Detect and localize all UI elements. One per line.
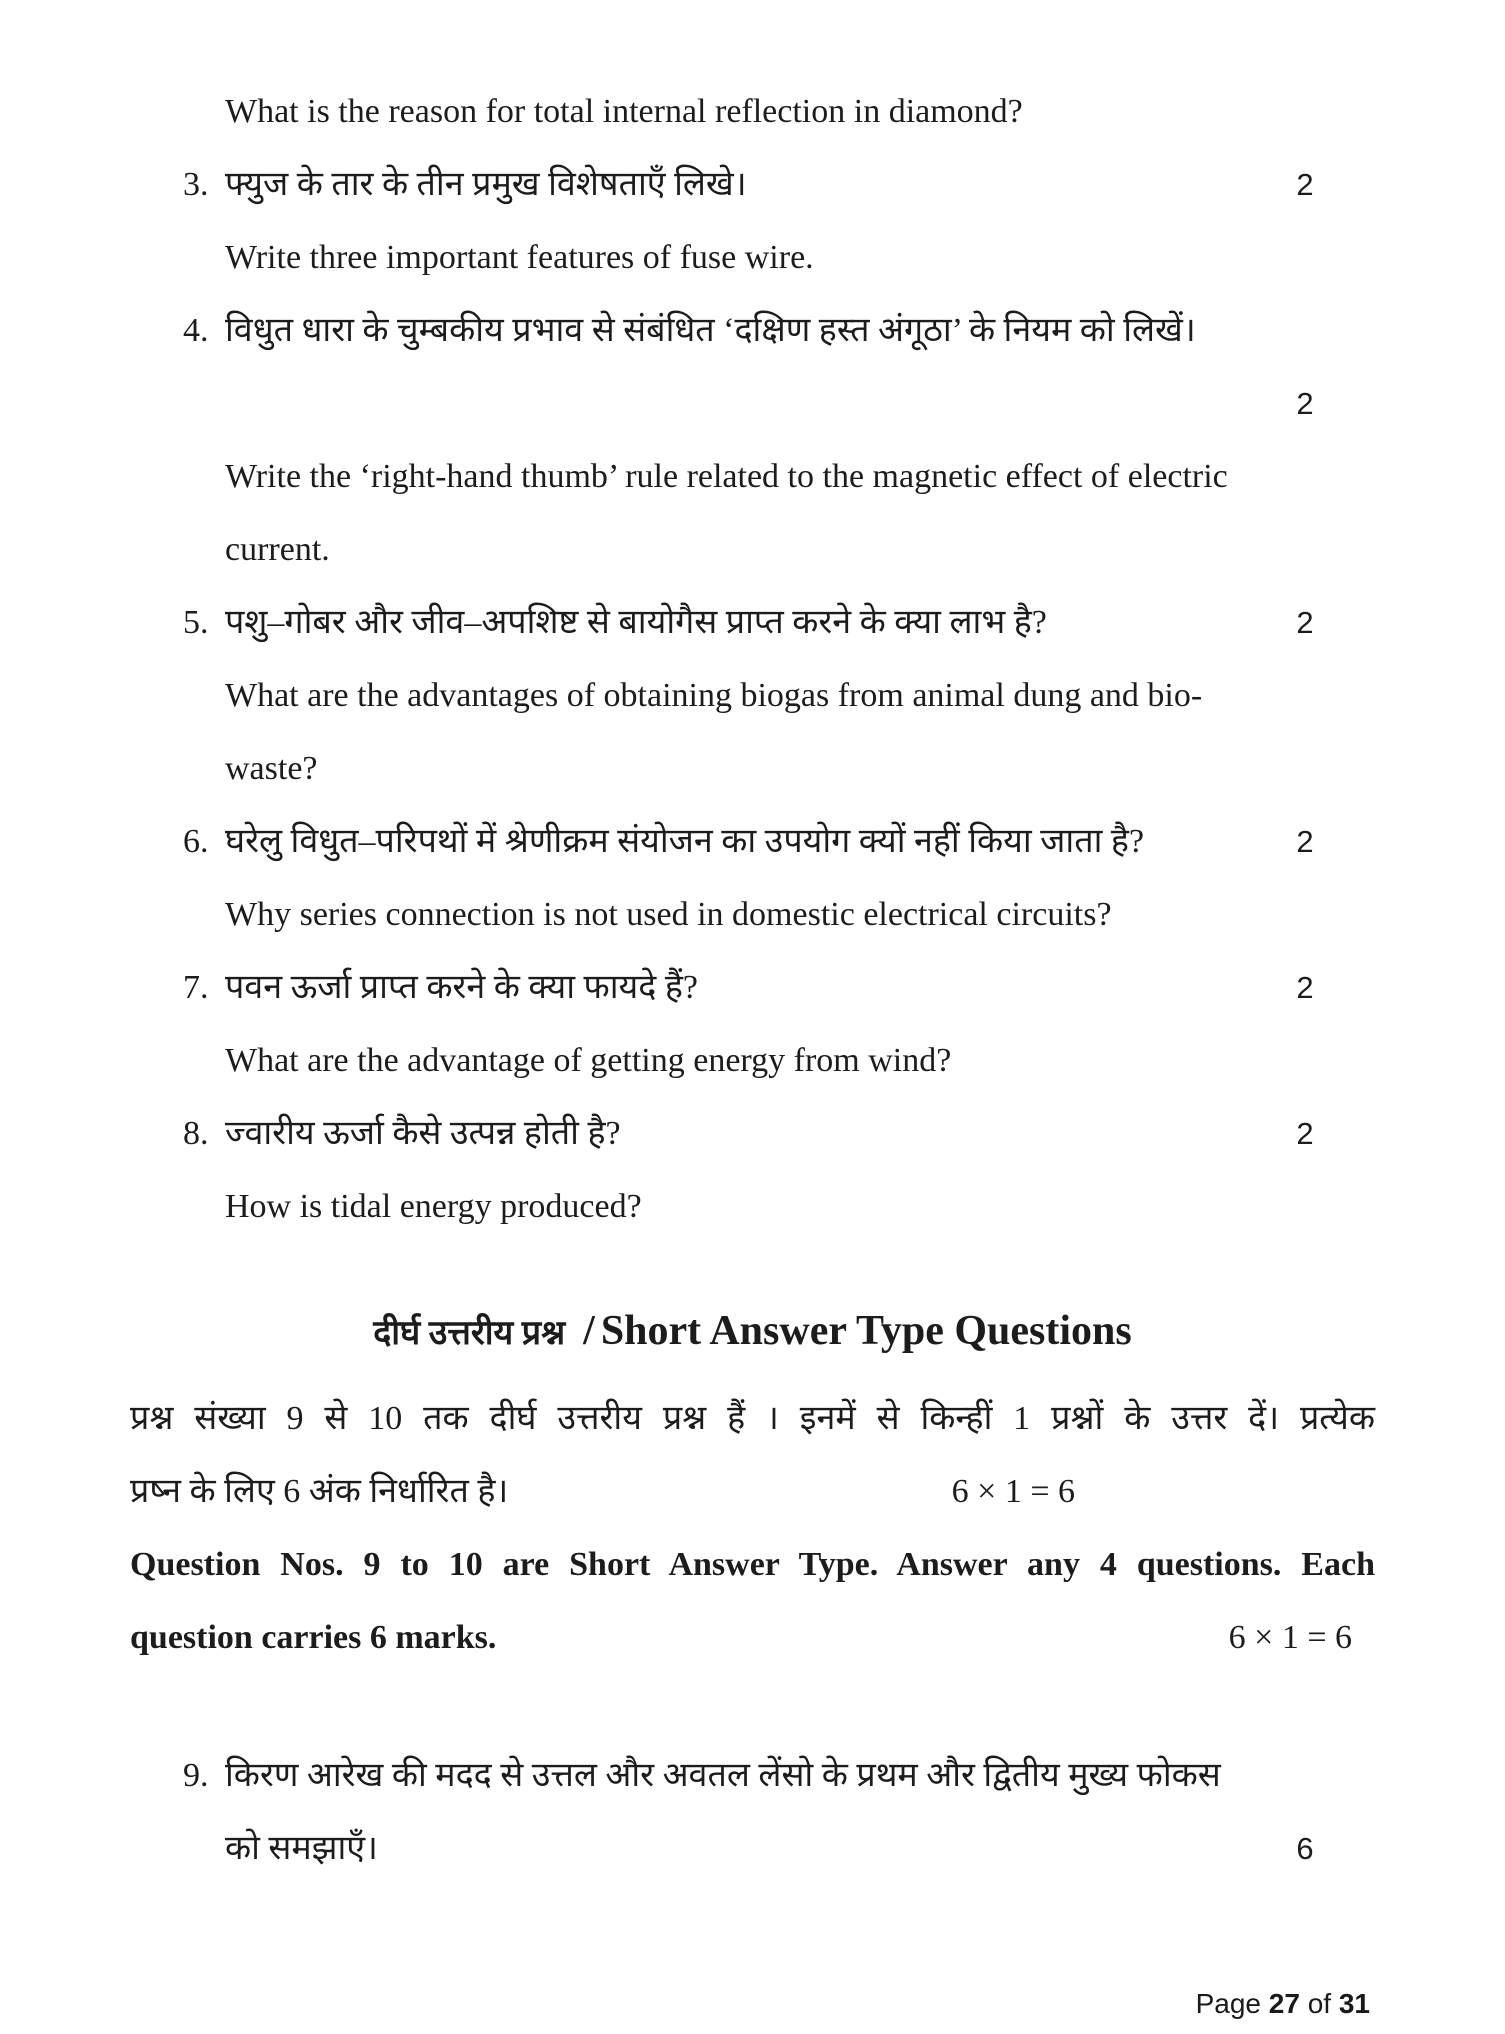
question-line: [183, 1170, 1340, 1243]
instruction-line: [130, 1601, 1375, 1674]
question-line: [183, 148, 1340, 221]
question-line: [183, 586, 1340, 659]
footer-total-pages: 31: [1338, 1988, 1370, 2019]
footer-page-number: 27: [1268, 1988, 1300, 2019]
instruction-hindi-text: प्रश्न संख्या 9 से 10 तक दीर्घ उत्तरीय प्रश्न हैं । इनमें से किन्हीं 1 प्रश्नों के उत्तर दें। प्रत्येक: [130, 1400, 1375, 1437]
question-number: 6.: [183, 823, 209, 860]
instruction-line: [130, 1528, 1375, 1601]
section-instructions: [130, 1382, 1375, 1674]
question-english-text: What are the advantage of getting energy from wind?: [225, 1042, 952, 1079]
question-english-text: Write three important features of fuse wire.: [225, 239, 814, 276]
question-number: 8.: [183, 1115, 209, 1152]
question-hindi-text: पशु–गोबर और जीव–अपशिष्ट से बायोगैस प्राप्त करने के क्या लाभ है?: [225, 604, 1047, 641]
instruction-line: [130, 1455, 1375, 1528]
marks-formula: 6 × 1 = 6: [1228, 1619, 1352, 1656]
question-line: [183, 75, 1340, 148]
instruction-english-text: Question Nos. 9 to 10 are Short Answer Type. Answer any 4 questions. Each: [130, 1546, 1375, 1583]
question-line: [183, 805, 1340, 878]
marks-value: 2: [1296, 605, 1314, 640]
page-footer: [1196, 1988, 1370, 2020]
question-number: 3.: [183, 166, 209, 203]
footer-page-label: Page: [1195, 1988, 1261, 2019]
section-heading-hindi: दीर्घ उत्तरीय प्रश्न: [373, 1315, 566, 1352]
marks-value: 2: [1296, 1116, 1314, 1151]
question-line: [183, 440, 1340, 513]
question-line: [183, 513, 1340, 586]
question-hindi-text: फ्युज के तार के तीन प्रमुख विशेषताएँ लिखे।: [225, 166, 747, 203]
question-line: [183, 1024, 1340, 1097]
section-heading: [0, 1303, 1505, 1360]
long-questions-block: [183, 1739, 1340, 1885]
short-questions-block: [183, 0, 1340, 1243]
question-number: 4.: [183, 312, 209, 349]
question-hindi-text: किरण आरेख की मदद से उत्तल और अवतल लेंसो के प्रथम और द्वितीय मुख्य फोकस: [225, 1757, 1221, 1794]
marks-value: 2: [1296, 167, 1314, 202]
question-english-text: current.: [225, 531, 330, 568]
marks-formula: 6 × 1 = 6: [951, 1473, 1075, 1510]
question-hindi-text: घरेलु विधुत–परिपथों में श्रेणीक्रम संयोजन का उपयोग क्यों नहीं किया जाता है?: [225, 823, 1145, 860]
question-line: [183, 1812, 1340, 1885]
marks-value: 2: [1296, 824, 1314, 859]
question-english-text: How is tidal energy produced?: [225, 1188, 642, 1225]
question-english-text: What are the advantages of obtaining biogas from animal dung and bio-: [225, 677, 1203, 714]
question-line: [183, 1739, 1340, 1812]
marks-value: 2: [1296, 386, 1314, 421]
instruction-line: [130, 1382, 1375, 1455]
question-line: [183, 659, 1340, 732]
marks-value: 2: [1296, 970, 1314, 1005]
footer-of-label: of: [1307, 1988, 1332, 2019]
instruction-english-text: question carries 6 marks.: [130, 1619, 497, 1656]
question-line: [183, 951, 1340, 1024]
question-english-text: What is the reason for total internal reflection in diamond?: [225, 93, 1023, 130]
section-heading-english: Short Answer Type Questions: [600, 1308, 1132, 1354]
question-number: 9.: [183, 1757, 209, 1794]
question-number: 5.: [183, 604, 209, 641]
question-line: [183, 221, 1340, 294]
instruction-hindi-text: प्रष्न के लिए 6 अंक निर्धारित है।: [130, 1473, 509, 1510]
question-english-text: waste?: [225, 750, 318, 787]
marks-line: [183, 367, 1340, 440]
marks-value: 6: [1296, 1831, 1314, 1866]
question-hindi-text: विधुत धारा के चुम्बकीय प्रभाव से संबंधित ‘दक्षिण हस्त अंगूठा’ के नियम को लिखें।: [225, 312, 1196, 349]
question-english-text: Why series connection is not used in domestic electrical circuits?: [225, 896, 1112, 933]
question-line: [183, 1097, 1340, 1170]
question-hindi-text: पवन ऊर्जा प्राप्त करने के क्या फायदे हैं?: [225, 969, 698, 1006]
question-line: [183, 878, 1340, 951]
question-line: [183, 294, 1340, 367]
question-hindi-text: को समझाएँ।: [225, 1830, 378, 1867]
question-hindi-text: ज्वारीय ऊर्जा कैसे उत्पन्न होती है?: [225, 1115, 621, 1152]
question-english-text: Write the ‘right-hand thumb’ rule related to the magnetic effect of electric: [225, 458, 1228, 495]
section-heading-separator: /: [583, 1308, 595, 1354]
question-number: 7.: [183, 969, 209, 1006]
question-line: [183, 732, 1340, 805]
